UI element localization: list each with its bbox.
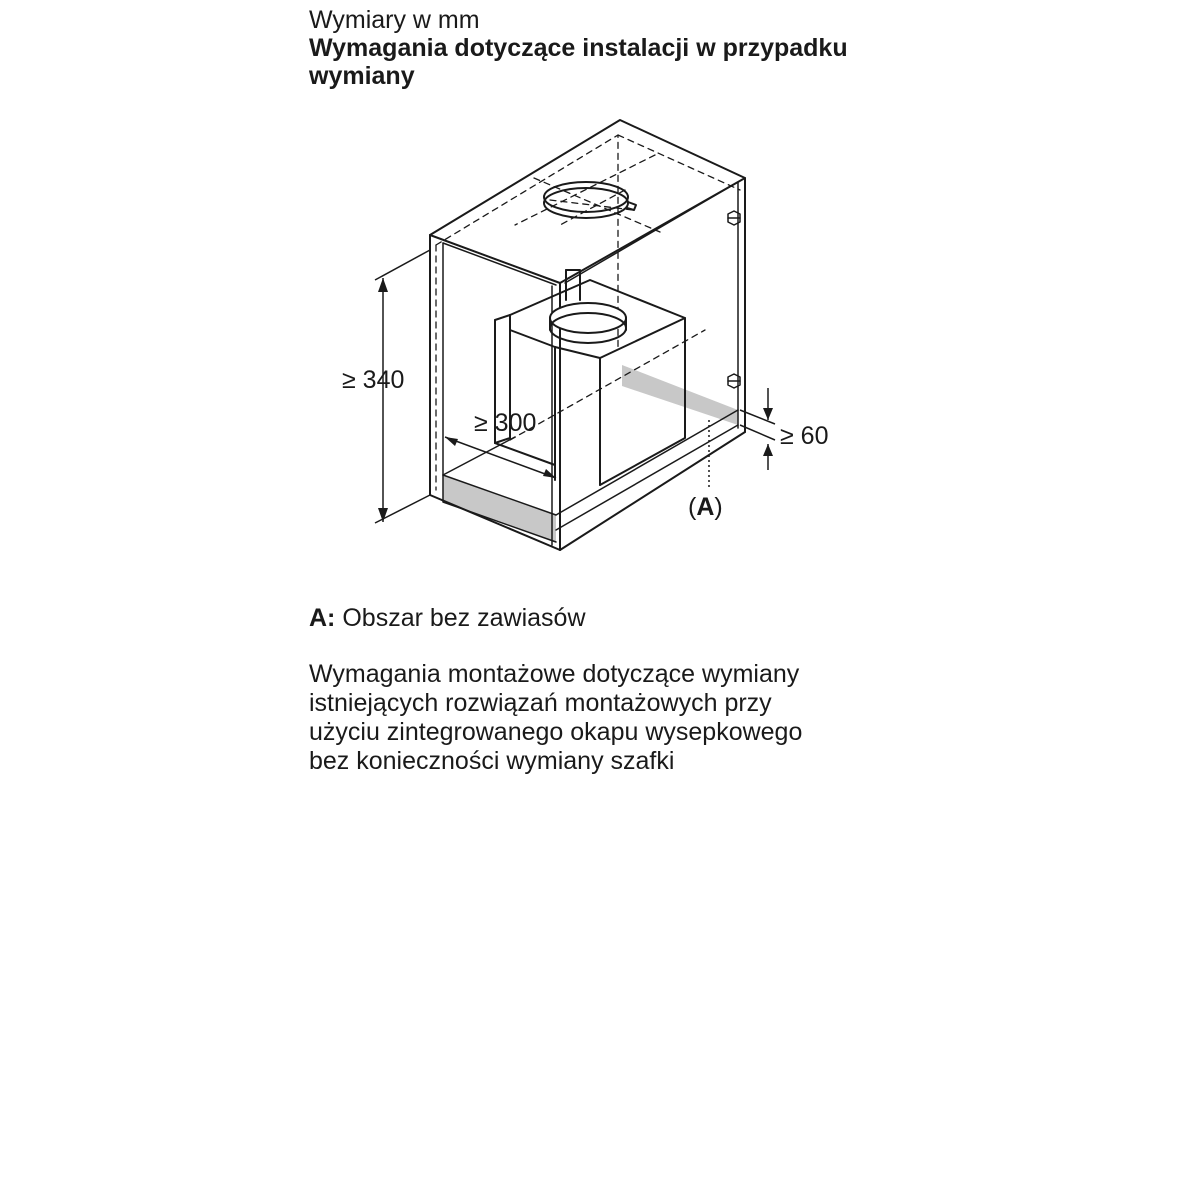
cabinet-panel-thickness — [443, 182, 738, 545]
cabinet-outline — [430, 120, 745, 550]
page-title: Wymagania dotyczące instalacji w przypadku wymiany — [309, 34, 848, 90]
hinge-bracket-top — [728, 211, 740, 225]
gap-dimension-label: ≥ 60 — [780, 422, 829, 450]
legend — [309, 603, 586, 633]
height-dimension-label: ≥ 340 — [342, 366, 405, 394]
legend-key: A: — [309, 604, 336, 632]
legend-text: Obszar bez zawiasów — [342, 604, 586, 632]
hood-duct-collar — [550, 303, 626, 343]
depth-dimension — [445, 437, 556, 478]
hinge-free-zone-side — [622, 365, 738, 425]
hinge-bracket-bottom — [728, 374, 740, 388]
description — [309, 660, 909, 776]
depth-dimension-label: ≥ 300 — [474, 409, 537, 437]
description-line: Wymagania montażowe dotyczące wymiany — [309, 660, 800, 688]
top-duct-opening — [544, 182, 636, 218]
description-line: istniejących rozwiązań montażowych przy — [309, 689, 772, 717]
units-note: Wymiary w mm — [309, 6, 480, 34]
callout-label: (A) — [688, 493, 723, 521]
description-line: bez konieczności wymiany szafki — [309, 747, 675, 775]
description-line: użyciu zintegrowanego okapu wysepkowego — [309, 718, 803, 746]
cabinet-drawing — [430, 120, 745, 550]
